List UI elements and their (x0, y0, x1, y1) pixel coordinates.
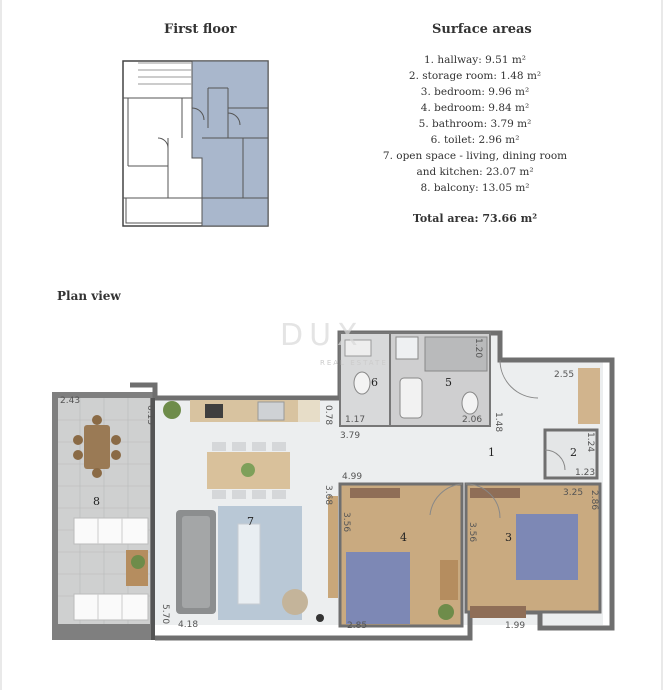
area-item: 2. storage room: 1.48 m² (408, 70, 542, 82)
area-item: 3. bedroom: 9.96 m² (420, 86, 530, 98)
dimension-label: 2.06 (462, 415, 483, 425)
dimension-label: 3.56 (341, 512, 351, 533)
dimension-label: 4.99 (342, 472, 363, 482)
dimension-label: 1.17 (345, 415, 366, 425)
dimension-label: 6.15 (145, 405, 155, 426)
bed-3 (516, 514, 578, 580)
dimension-label: 2.86 (589, 490, 599, 511)
dimension-label: 5.70 (160, 604, 170, 625)
sun-lounger (74, 518, 148, 544)
wardrobe (578, 368, 600, 424)
room-label: 6 (371, 376, 378, 389)
first-floor-title: First floor (164, 22, 237, 37)
dimension-label: 1.24 (585, 432, 595, 453)
bed-4 (346, 552, 410, 624)
dimension-label: 3.68 (323, 485, 333, 506)
sun-lounger (74, 594, 148, 620)
dimension-label: 1.20 (473, 338, 483, 359)
area-item: 1. hallway: 9.51 m² (423, 54, 527, 66)
room-label: 2 (570, 446, 577, 459)
tv-unit (328, 496, 338, 598)
room-label: 7 (247, 515, 254, 528)
room-label: 3 (505, 531, 512, 544)
area-item: 8. balcony: 13.05 m² (420, 182, 530, 194)
area-item: 5. bathroom: 3.79 m² (418, 118, 532, 130)
watermark-sub: REAL ESTATE (320, 359, 388, 367)
watermark: DUX (280, 318, 364, 353)
dimension-label: 1.23 (575, 468, 596, 478)
room-label: 4 (400, 531, 407, 544)
total-area: Total area: 73.66 m² (412, 212, 538, 225)
dimension-label: 1.99 (505, 621, 526, 631)
room-label: 8 (93, 495, 100, 508)
plant-icon (163, 401, 181, 419)
dimension-label: 3.56 (467, 522, 477, 543)
area-item: 4. bedroom: 9.84 m² (420, 102, 530, 114)
dimension-label: 2.43 (60, 396, 81, 406)
dimension-label: 4.18 (178, 620, 199, 630)
room-label: 5 (445, 376, 452, 389)
armchair (282, 589, 308, 615)
plan-view-title: Plan view (57, 289, 121, 303)
surface-areas-title: Surface areas (432, 22, 532, 37)
dimension-label: 3.25 (563, 488, 584, 498)
dimension-label: 2.55 (554, 370, 575, 380)
dimension-label: 0.78 (323, 405, 333, 426)
dimension-label: 2.85 (347, 621, 368, 631)
balcony-table (84, 425, 110, 469)
area-item: 7. open space - living, dining room (382, 150, 568, 162)
room-label: 1 (488, 446, 495, 459)
area-item: and kitchen: 23.07 m² (416, 166, 534, 178)
dimension-label: 3.79 (340, 431, 361, 441)
area-item: 6. toilet: 2.96 m² (430, 134, 520, 146)
dimension-label: 1.48 (493, 412, 503, 433)
